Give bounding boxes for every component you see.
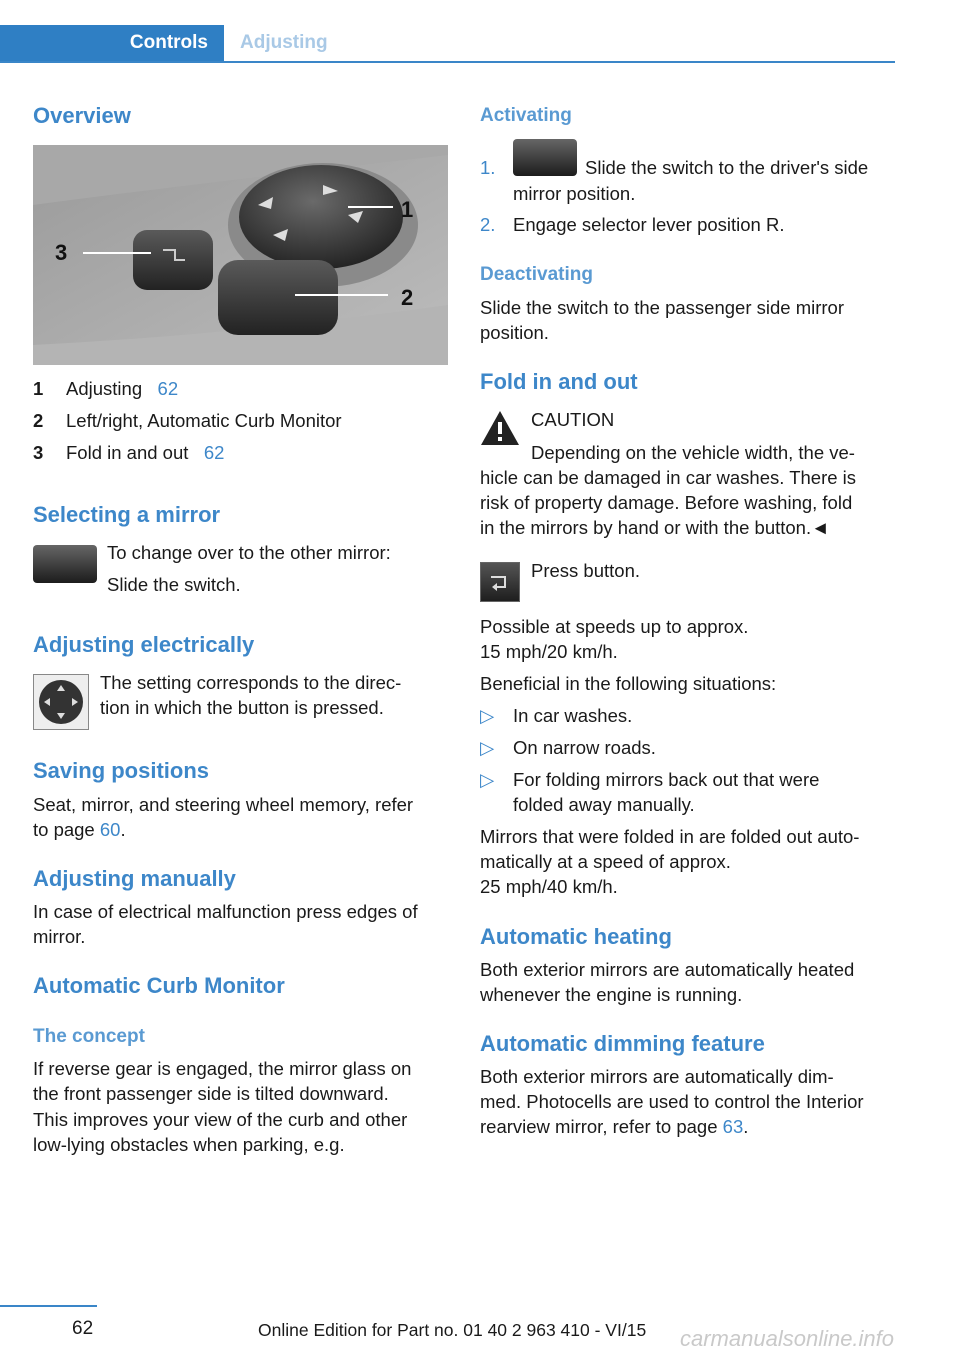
page-ref-link[interactable]: 60 bbox=[99, 819, 121, 840]
concept-text-4: low-lying obstacles when parking, e.g. bbox=[33, 1134, 345, 1155]
step-num-1: 1. bbox=[480, 157, 496, 178]
legend-item-3 bbox=[66, 440, 224, 466]
tab-controls[interactable]: Controls bbox=[0, 25, 224, 61]
bullet-text-3a: For folding mirrors back out that were bbox=[513, 769, 820, 790]
legend-num-1: 1 bbox=[33, 378, 44, 399]
mirror-switch-icon bbox=[33, 545, 97, 583]
legend-num-2: 2 bbox=[33, 410, 44, 431]
saving-text-2a: to page bbox=[33, 819, 100, 840]
mirror-controls-photo bbox=[33, 145, 448, 365]
concept-text-1: If reverse gear is engaged, the mirror glass on bbox=[33, 1058, 412, 1079]
automatic-dimming-heading: Automatic dimming feature bbox=[480, 1031, 765, 1056]
foldout-text-3: 25 mph/40 km/h. bbox=[480, 876, 618, 897]
dimming-text-3 bbox=[480, 1114, 748, 1140]
electric-text-2: tion in which the button is pressed. bbox=[100, 697, 384, 718]
page-ref-link[interactable]: 62 bbox=[203, 442, 225, 463]
footer-rule bbox=[0, 1305, 97, 1307]
adjusting-electrically-heading: Adjusting electrically bbox=[33, 632, 255, 657]
dimming-text-2: med. Photocells are used to control the Interior bbox=[480, 1091, 864, 1112]
adjusting-manually-heading: Adjusting manually bbox=[33, 866, 236, 891]
beneficial-text: Beneficial in the following situations: bbox=[480, 673, 777, 694]
bullet-text-3b: folded away manually. bbox=[513, 794, 695, 815]
saving-text-2 bbox=[33, 817, 126, 843]
saving-positions-heading: Saving positions bbox=[33, 758, 210, 783]
step-num-2: 2. bbox=[480, 214, 496, 235]
legend-text-2: Left/right, Automatic Curb Monitor bbox=[66, 410, 342, 431]
press-button-text: Press button. bbox=[531, 560, 641, 581]
manual-text-2: mirror. bbox=[33, 926, 86, 947]
heating-text-2: whenever the engine is running. bbox=[480, 984, 743, 1005]
heating-text-1: Both exterior mirrors are automatically heated bbox=[480, 959, 855, 980]
fold-button-icon bbox=[480, 562, 520, 602]
edition-text: Online Edition for Part no. 01 40 2 963 410 - VI/15 bbox=[258, 1320, 647, 1340]
overview-heading: Overview bbox=[33, 103, 131, 128]
step-1-text-2: mirror position. bbox=[513, 183, 636, 204]
bullet-icon: ▷ bbox=[480, 769, 495, 790]
selecting-text-1: To change over to the other mirror: bbox=[107, 542, 391, 563]
legend-text-3: Fold in and out bbox=[66, 442, 189, 463]
bullet-text-1: In car washes. bbox=[513, 705, 633, 726]
concept-heading: The concept bbox=[33, 1026, 145, 1047]
figure-label-2: 2 bbox=[401, 285, 414, 310]
caution-text-1: Depending on the vehicle width, the ve‐ bbox=[531, 442, 855, 463]
speed-text-2: 15 mph/20 km/h. bbox=[480, 641, 618, 662]
electric-text-1: The setting corresponds to the direc‐ bbox=[100, 672, 402, 693]
automatic-heating-heading: Automatic heating bbox=[480, 924, 672, 949]
concept-text-3: This improves your view of the curb and other bbox=[33, 1109, 408, 1130]
page-ref-link[interactable]: 62 bbox=[157, 378, 179, 399]
legend-text-1: Adjusting bbox=[66, 378, 143, 399]
dimming-text-3b: . bbox=[743, 1116, 749, 1137]
deactivating-text-2: position. bbox=[480, 322, 549, 343]
tab-adjusting[interactable]: Adjusting bbox=[240, 32, 328, 53]
figure-label-1: 1 bbox=[401, 197, 414, 222]
selecting-mirror-heading: Selecting a mirror bbox=[33, 502, 221, 527]
page-number: 62 bbox=[72, 1318, 94, 1339]
bullet-icon: ▷ bbox=[480, 737, 495, 758]
figure-label-3: 3 bbox=[55, 240, 68, 265]
concept-text-2: the front passenger side is tilted downward. bbox=[33, 1083, 389, 1104]
speed-text-1: Possible at speeds up to approx. bbox=[480, 616, 749, 637]
manual-text-1: In case of electrical malfunction press edges of bbox=[33, 901, 418, 922]
page-ref-link[interactable]: 63 bbox=[722, 1116, 744, 1137]
saving-text-1: Seat, mirror, and steering wheel memory, refer bbox=[33, 794, 414, 815]
deactivating-text-1: Slide the switch to the passenger side mirror bbox=[480, 297, 845, 318]
warning-triangle-icon bbox=[480, 410, 520, 451]
saving-text-2b: . bbox=[120, 819, 126, 840]
selecting-text-2: Slide the switch. bbox=[107, 574, 241, 595]
dimming-text-1: Both exterior mirrors are automatically dim‐ bbox=[480, 1066, 834, 1087]
caution-text-2: hicle can be damaged in car washes. There is bbox=[480, 467, 857, 488]
watermark: carmanualsonline.info bbox=[680, 1326, 895, 1351]
direction-pad-icon bbox=[33, 674, 89, 730]
curb-monitor-heading: Automatic Curb Monitor bbox=[33, 973, 285, 998]
mirror-switch-icon bbox=[513, 139, 577, 176]
step-2-text: Engage selector lever position R. bbox=[513, 214, 785, 235]
foldout-text-1: Mirrors that were folded in are folded out auto‐ bbox=[480, 826, 860, 847]
fold-heading: Fold in and out bbox=[480, 369, 638, 394]
bullet-text-2: On narrow roads. bbox=[513, 737, 656, 758]
legend-num-3: 3 bbox=[33, 442, 44, 463]
dimming-text-3a: rearview mirror, refer to page bbox=[480, 1116, 723, 1137]
caution-label: CAUTION bbox=[531, 409, 615, 430]
caution-text-4: in the mirrors by hand or with the button.◄ bbox=[480, 517, 830, 538]
legend-item-1 bbox=[66, 376, 178, 402]
caution-text-3: risk of property damage. Before washing, fold bbox=[480, 492, 853, 513]
bullet-icon: ▷ bbox=[480, 705, 495, 726]
activating-heading: Activating bbox=[480, 105, 572, 126]
foldout-text-2: matically at a speed of approx. bbox=[480, 851, 731, 872]
chapter-header bbox=[0, 25, 895, 63]
deactivating-heading: Deactivating bbox=[480, 264, 593, 285]
step-1-text-1: Slide the switch to the driver's side bbox=[585, 157, 869, 178]
